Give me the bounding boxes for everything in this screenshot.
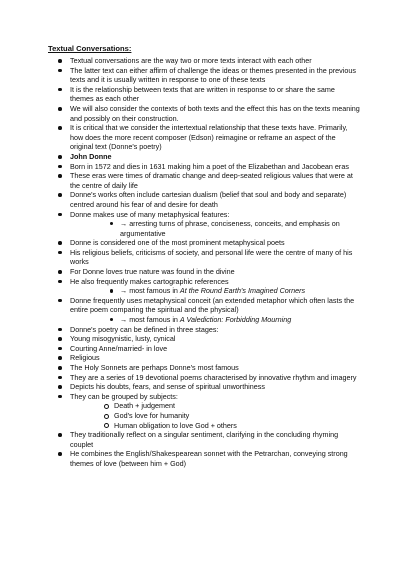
list-item: Donne frequently uses metaphysical conceit (an extended metaphor which often lasts the entire poem comparing the spiritual and the physical): [48, 296, 360, 315]
list-item: Religious: [48, 353, 360, 363]
document-title: Textual Conversations:: [48, 44, 132, 53]
arrow-icon: →: [120, 286, 128, 296]
poem-title: A Valediction: Forbidding Mourning: [179, 315, 292, 325]
arrow-icon: →: [120, 315, 128, 325]
list-item: They are a series of 19 devotional poems characterised by innovative rhythm and imagery: [48, 373, 360, 383]
list-item: He also frequently makes cartographic references: [48, 277, 360, 287]
list-item: They can be grouped by subjects:: [48, 392, 360, 402]
list-item: They traditionally reflect on a singular sentiment, clarifying in the concluding rhyming couplet: [48, 430, 360, 449]
list-item: We will also consider the contexts of both texts and the effect this has on the texts meaning and possibly on their construction.: [48, 104, 360, 123]
list-item: Donne's poetry can be defined in three stages:: [48, 325, 360, 335]
list-item: The Holy Sonnets are perhaps Donne's most famous: [48, 363, 360, 373]
poem-title: At the Round Earth's Imagined Corners: [179, 286, 306, 296]
list-item: Born in 1572 and dies in 1631 making him a poet of the Elizabethan and Jacobean eras: [48, 162, 360, 172]
list-item: He combines the English/Shakespearean sonnet with the Petrarchan, conveying strong themes of love (between him + God): [48, 449, 360, 468]
list-item: Courting Anne/married- in love: [48, 344, 360, 354]
list-item: Donne is considered one of the most prominent metaphysical poets: [48, 238, 360, 248]
notes-list: [48, 56, 360, 469]
section-heading-john-donne: John Donne: [48, 152, 360, 162]
list-item: It is critical that we consider the intertextual relationship that these texts have. Primarily, how does the more recent composer (Edson) reimagine or reframe an aspect of the original text (Donne's poetry): [48, 123, 360, 152]
list-item: It is the relationship between texts that are written in response to or share the same themes as each other: [48, 85, 360, 104]
arrow-icon: →: [120, 219, 128, 229]
list-item: Young misogynistic, lusty, cynical: [48, 334, 360, 344]
list-item: These eras were times of dramatic change and deep-seated religious values that were at the centre of daily life: [48, 171, 360, 190]
sub-list-item: [48, 315, 360, 325]
sub-item-text: most famous in: [129, 286, 180, 296]
list-item: His religious beliefs, criticisms of society, and personal life were the centre of many of his works: [48, 248, 360, 267]
sub-list-item: Death + judgement: [48, 401, 360, 411]
list-item: Donne makes use of many metaphysical features:: [48, 210, 360, 220]
list-item: The latter text can either affirm of challenge the ideas or themes presented in the previous texts and it is usually written in response to one of these texts: [48, 66, 360, 85]
sub-item-text: most famous in: [129, 315, 180, 325]
sub-item-text: arresting turns of phrase, conciseness, conceits, and emphasis on argumentative: [120, 219, 340, 238]
list-item: For Donne loves true nature was found in the divine: [48, 267, 360, 277]
sub-list-item: Human obligation to love God + others: [48, 421, 360, 431]
list-item: Textual conversations are the way two or more texts interact with each other: [48, 56, 360, 66]
list-item: Depicts his doubts, fears, and sense of spiritual unworthiness: [48, 382, 360, 392]
sub-list-item: [48, 219, 360, 238]
sub-list-item: God's love for humanity: [48, 411, 360, 421]
sub-list-item: [48, 286, 360, 296]
list-item: Donne's works often include cartesian dualism (belief that soul and body and separate) centred around his fear of and desire for death: [48, 190, 360, 209]
